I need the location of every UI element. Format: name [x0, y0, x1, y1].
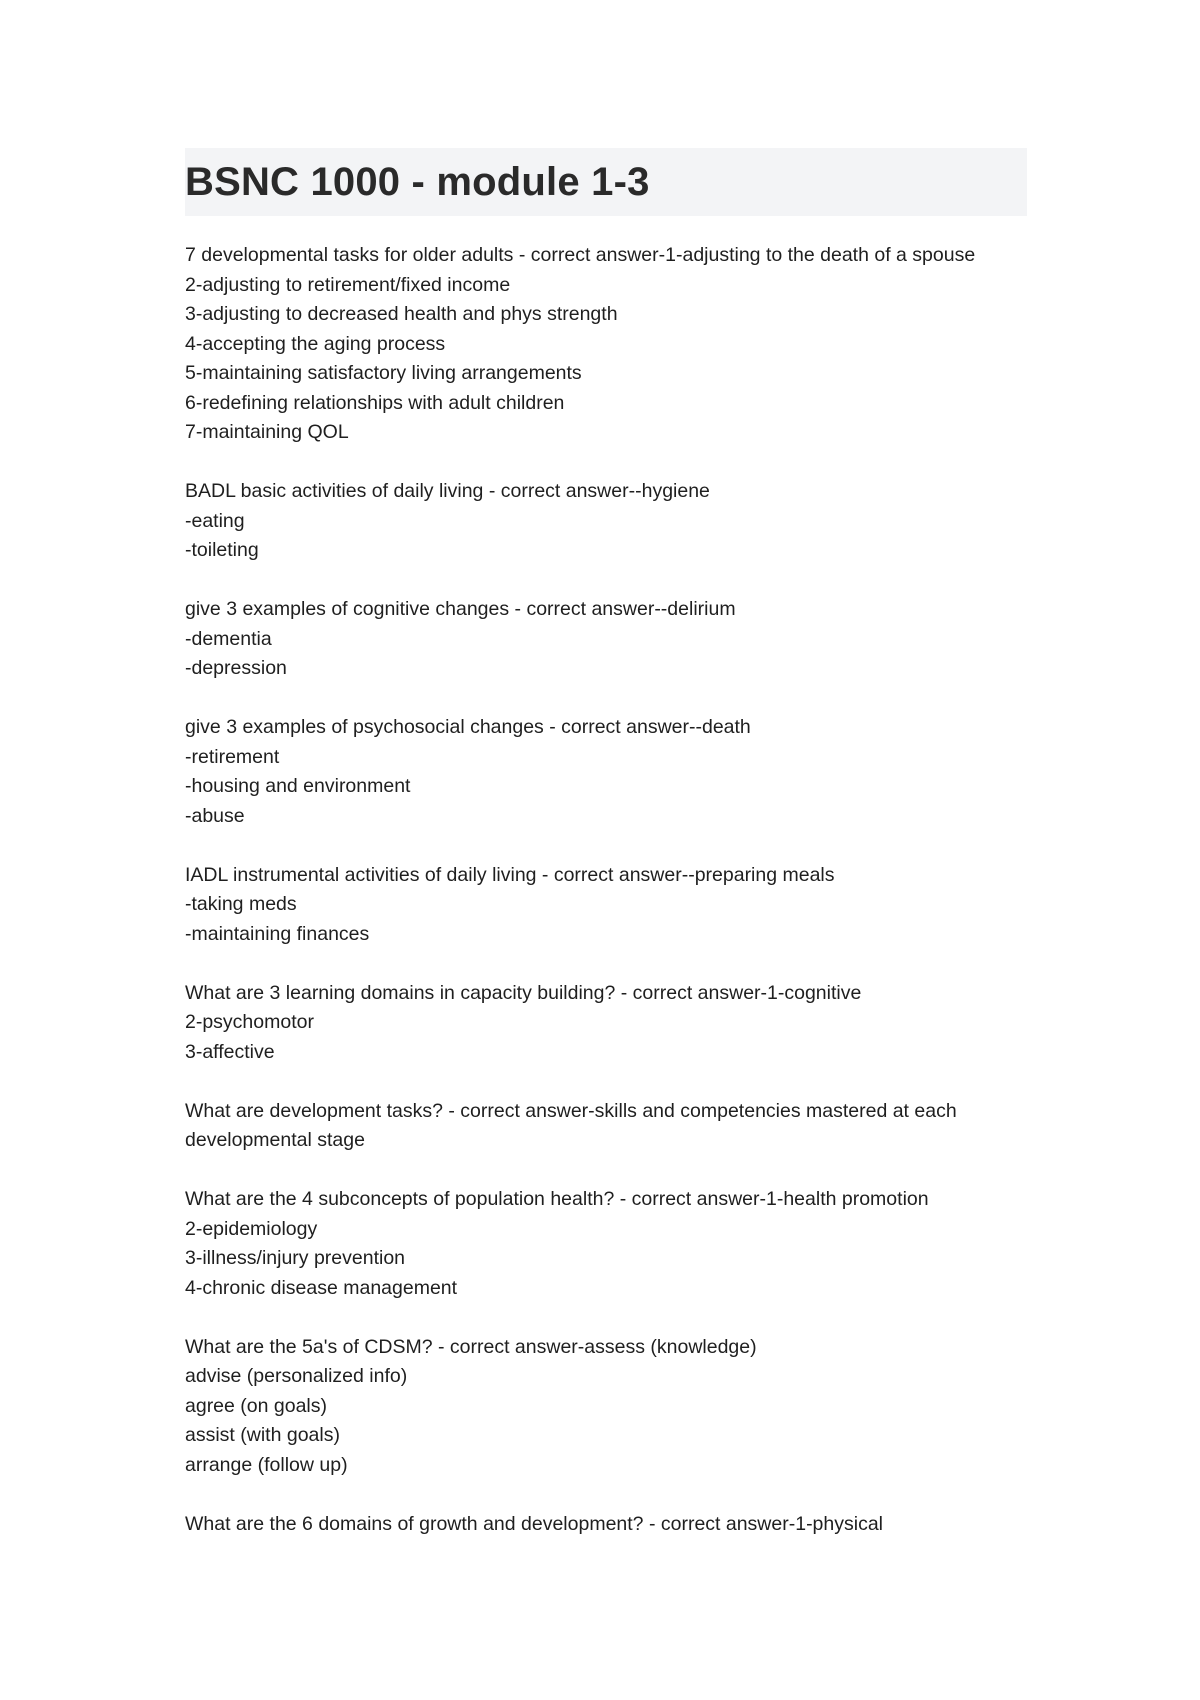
qa-item: [185, 1097, 1035, 1156]
qa-line: 3-adjusting to decreased health and phys strength: [185, 303, 618, 325]
qa-line: 2-psychomotor: [185, 1011, 314, 1033]
qa-item: [185, 595, 1035, 684]
qa-item: [185, 1333, 1035, 1481]
qa-line: -housing and environment: [185, 775, 411, 797]
qa-line: developmental stage: [185, 1129, 365, 1151]
qa-line: What are the 4 subconcepts of population health? - correct answer-1-health promotion: [185, 1188, 929, 1210]
qa-line: 2-adjusting to retirement/fixed income: [185, 273, 511, 296]
qa-line: -retirement: [185, 745, 280, 768]
qa-line: What are 3 learning domains in capacity building? - correct answer-1-cognitive: [185, 981, 862, 1004]
document-title: BSNC 1000 - module 1-3: [185, 160, 650, 204]
qa-line: -depression: [185, 657, 287, 679]
qa-line: 7-maintaining QOL: [185, 421, 349, 443]
qa-line: -dementia: [185, 627, 272, 650]
qa-line: 7 developmental tasks for older adults - correct answer-1-adjusting to the death of a spouse: [185, 244, 976, 266]
qa-line: advise (personalized info): [185, 1365, 408, 1387]
qa-item: [185, 1185, 1035, 1303]
qa-line: -maintaining finances: [185, 922, 370, 945]
qa-item: [185, 1510, 1035, 1540]
qa-line: What are the 5a's of CDSM? - correct answer-assess (knowledge): [185, 1335, 757, 1358]
qa-item: [185, 477, 1035, 566]
qa-line: 4-accepting the aging process: [185, 332, 446, 355]
qa-line: -eating: [185, 509, 245, 532]
qa-line: arrange (follow up): [185, 1453, 348, 1476]
qa-line: What are development tasks? - correct answer-skills and competencies mastered at each: [185, 1099, 957, 1122]
qa-line: 6-redefining relationships with adult children: [185, 391, 565, 414]
qa-line: agree (on goals): [185, 1394, 328, 1417]
qa-line: give 3 examples of cognitive changes - correct answer--delirium: [185, 598, 736, 620]
qa-line: assist (with goals): [185, 1424, 340, 1446]
qa-item: [185, 979, 1035, 1068]
qa-line: BADL basic activities of daily living - correct answer--hygiene: [185, 480, 710, 502]
qa-line: 3-affective: [185, 1040, 275, 1063]
qa-line: 4-chronic disease management: [185, 1276, 458, 1299]
qa-item: [185, 861, 1035, 950]
qa-line: IADL instrumental activities of daily living - correct answer--preparing meals: [185, 863, 835, 886]
qa-line: -toileting: [185, 539, 259, 561]
qa-line: give 3 examples of psychosocial changes - correct answer--death: [185, 716, 751, 738]
qa-line: -taking meds: [185, 893, 297, 915]
qa-line: -abuse: [185, 804, 245, 827]
qa-line: 3-illness/injury prevention: [185, 1247, 406, 1269]
qa-item: [185, 241, 1035, 448]
qa-line: 2-epidemiology: [185, 1217, 318, 1240]
qa-item: [185, 713, 1035, 831]
qa-line: 5-maintaining satisfactory living arrangements: [185, 362, 582, 384]
qa-line: What are the 6 domains of growth and development? - correct answer-1-physical: [185, 1512, 884, 1535]
qa-list: [185, 241, 1035, 1569]
